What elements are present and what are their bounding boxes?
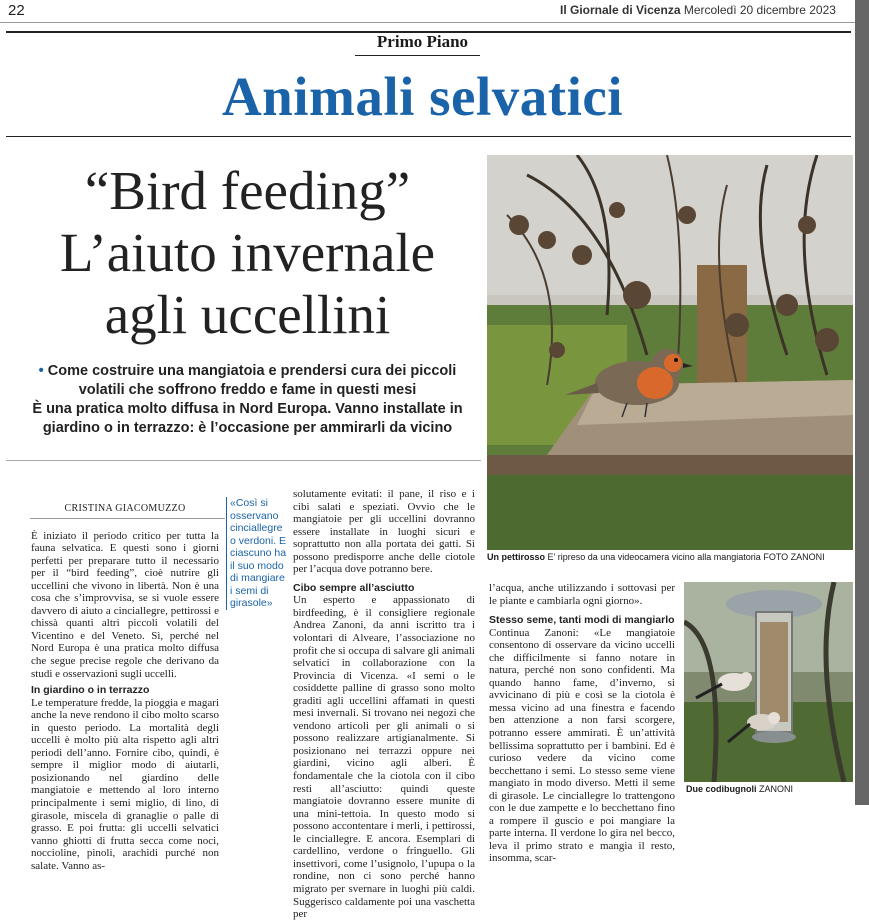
paragraph: Un esperto e appassionato di birdfeeding, è il consigliere regionale Andrea Zanoni, da anni iscritto tra i volontari di Alveare, l’associazione no profit che si occupa di salvare gli animali selvatici in collaborazione con la Provincia di Vicenza. «I semi o le cosiddette palline di grasso sono molto graditi agli uccellini affamati in questi mesi invernali. Si trovano nei negozi che vendono articoli per gli animali o si possono realizzare artigianalmente. Si posizionano nei terrazzi oppure nei giardini, vicino agli alberi. È fondamentale che la ciotola con il cibo resti all’asciutto: quindi queste mangiatoie dovranno essere munite di una mini-tettoia. In questo modo si possono accontentare i merli, i pettirossi, le cinciallegre. E ancora. Esemplari di cardellino, verdone o fringuello. Gli insettivori, come l’usignolo, l’upupa o la rondine, non ci sono perché hanno migrato per svernare in luoghi più caldi. Suggerisco caldamente poi una vaschetta per bbox=[293, 594, 475, 921]
issue-date: Mercoledì 20 dicembre 2023 bbox=[683, 3, 836, 17]
kicker: Animali selvatici bbox=[221, 66, 624, 127]
summary-rule bbox=[6, 460, 481, 461]
summary-line: giardino o in terrazzo: è l’occasione per ammirarli da vicino bbox=[42, 420, 453, 436]
scrollbar[interactable] bbox=[855, 0, 869, 805]
summary-line: È una pratica molto diffusa in Nord Europa. Vanno installate in bbox=[32, 401, 463, 417]
top-rule bbox=[0, 22, 855, 23]
headline-line: agli uccellini bbox=[104, 284, 391, 345]
masthead bbox=[560, 3, 836, 17]
article-column-2 bbox=[293, 488, 475, 921]
paragraph: È iniziato il periodo critico per tutta la fauna selvatica. E questi sono i giorni perfetti per preparare tutto il necessario per il “bird feeding”, cioè nutrire gli uccellini che vivono in libertà. Non è una cosa che s’improvvisa, se si vuole essere davvero di aiuto a cinciallegre, pettirossi e chissà quanti altri piccoli volatili del Vicentino e del Veneto. Sì, perché nel Nord Europa è una pratica molto diffusa che segue precise regole che derivano da studi e osservazioni sugli uccelli. bbox=[31, 529, 219, 680]
paragraph: l’acqua, anche utilizzando i sottovasi per le piante e cambiarla ogni giorno». bbox=[489, 582, 675, 607]
photo-credit: FOTO ZANONI bbox=[763, 552, 825, 562]
article-column-3 bbox=[489, 582, 675, 865]
photo-credit: ZANONI bbox=[759, 784, 794, 794]
birds-feeder-photo bbox=[684, 582, 853, 782]
paragraph: Continua Zanoni: «Le mangiatoie consentono di osservare da vicino uccelli che difficilmente si fanno notare in natura, perché non sono confidenti. Ma quando hanno fame, d’inverno, si avvicinano di più e così se la ciotola è messa vicino ad una finestra e facendo ben attenzione a non farsi scorgere, potranno essere ammirati. È un’attività bellissima soprattutto per i bambini. Ed è curioso vedere da vicino come becchettano i semi. Lo stesso seme viene mangiato in modo diverso. Metti il seme di girasole. Le cinciallegre lo trattengono con le due zampette e lo becchettano fino a rompere il guscio e poi mangiare la parte interna. Il verdone lo gira nel becco, leva il primo strato e mangia il resto, insomma, scar- bbox=[489, 626, 675, 865]
subheading: Cibo sempre all’asciutto bbox=[293, 581, 415, 594]
headline bbox=[20, 160, 475, 346]
subheading: In giardino o in terrazzo bbox=[31, 684, 150, 697]
birds-caption bbox=[686, 784, 793, 794]
paragraph: Le temperature fredde, la pioggia e magari anche la neve rendono il cibo molto scarso in questo periodo. La mortalità degli uccelli è molto più alta rispetto agli altri periodi dell’anno. Fornire cibo, quindi, è sempre il miglior modo di aiutarli, posizionando nel giardino delle mangiatoie e mettendo al loro interno principalmente i semi miglio, di lino, di girasole, miscela di granaglie o palle di grasso. E poi frutta: gli uccelli selvatici vanno ghiotti di frutta secca come noci, noccioline, pinoli, arachidi purché non salate. Vanno as- bbox=[31, 696, 219, 872]
summary-line: volatili che soffrono freddo e fame in questi mesi bbox=[78, 382, 417, 398]
page-number: 22 bbox=[8, 2, 25, 19]
byline: CRISTINA GIACOMUZZO bbox=[64, 503, 186, 514]
caption-title: Un pettirosso bbox=[487, 552, 546, 562]
pull-quote: «Così si osservano cinciallegre o verdoni. E ciascuno ha il suo modo di mangiare i semi di girasole» bbox=[226, 497, 290, 610]
caption-title: Due codibugnoli bbox=[686, 784, 757, 794]
article-column-1 bbox=[31, 503, 219, 872]
summary bbox=[20, 362, 475, 438]
robin-caption bbox=[487, 552, 853, 562]
robin-photo bbox=[487, 155, 853, 550]
paragraph: solutamente evitati: il pane, il riso e i cibi salati e speziati. Ovvio che le mangiatoie per gli uccellini dovranno essere installate in luoghi sicuri e soprattutto non alla portata dei gatti. Si possono predisporre anche delle ciotole per l’acqua dove potranno bere. bbox=[293, 488, 475, 576]
paper-name: Il Giornale di Vicenza bbox=[560, 3, 681, 17]
kicker-rule bbox=[6, 136, 851, 137]
headline-line: L’aiuto invernale bbox=[59, 222, 436, 283]
bullet: • bbox=[38, 363, 44, 379]
section-underline bbox=[355, 55, 480, 56]
section-label: Primo Piano bbox=[376, 32, 469, 51]
headline-line: “Bird feeding” bbox=[84, 160, 411, 221]
summary-line: Come costruire una mangiatoia e prendersi cura dei piccoli bbox=[47, 363, 457, 379]
caption-text: E’ ripreso da una videocamera vicino alla mangiatoria bbox=[547, 552, 761, 562]
subheading: Stesso seme, tanti modi di mangiarlo bbox=[489, 614, 675, 627]
